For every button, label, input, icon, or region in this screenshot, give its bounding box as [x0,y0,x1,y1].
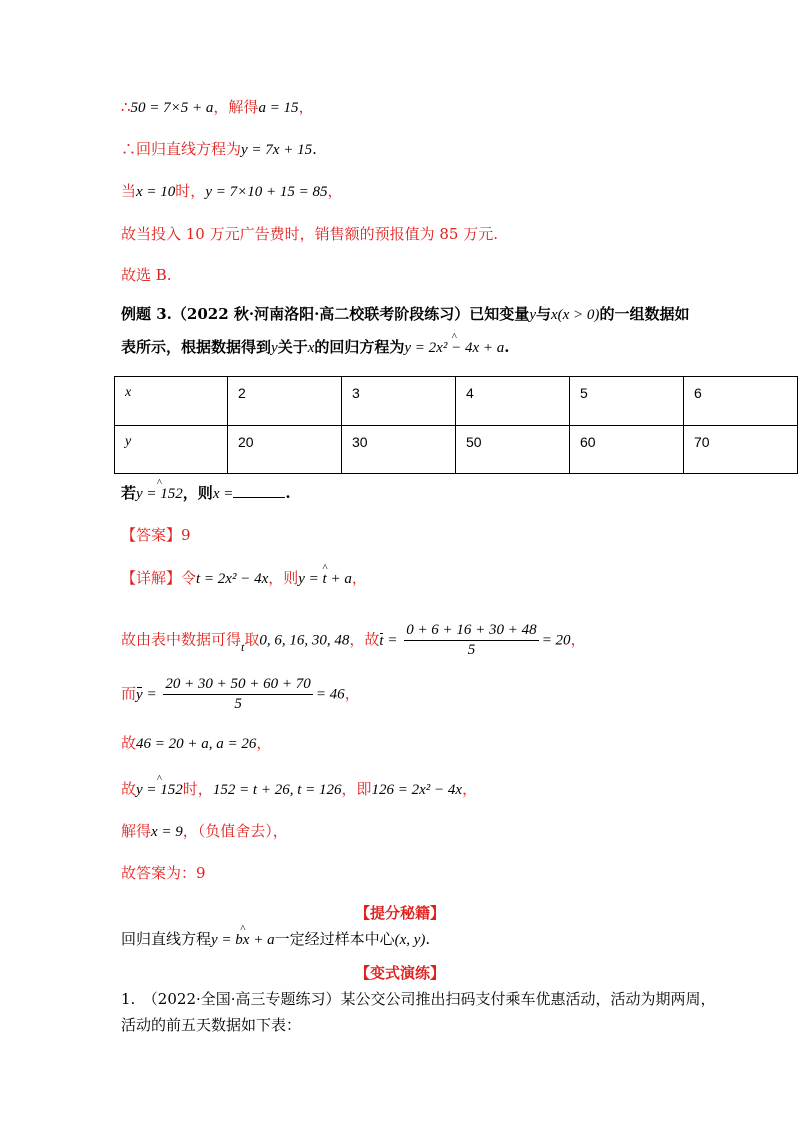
table-cell: 70 [684,425,798,474]
table-cell: 60 [570,425,684,474]
text: ， [570,630,586,649]
example-heading [121,303,689,324]
text: 故由表中数据可得 [121,630,242,649]
data-table [114,376,798,474]
table-cell: 4 [456,377,570,426]
result: = 46 [315,686,345,703]
equation: 126 = 2x² − 4x [371,782,463,798]
text: 而 [121,684,137,703]
equation: 50 = 7×5 + a [130,100,214,116]
text: ，则 [268,569,299,587]
example-line-2: 表所示，根据数据得到y关于x的回归方程为^ y = 2x² − 4x + a. [121,336,509,357]
text: . [425,930,431,948]
answer-blank [233,484,285,498]
practice-title: 【变式演练】 [354,964,445,982]
variable: y [529,307,536,323]
result: = 20 [541,632,571,649]
variable: y [271,340,278,356]
solution-line-5: 故选 B. [121,266,172,284]
therefore-symbol: ∴ [121,98,131,116]
text: 当 [121,182,137,200]
detail-line-3: 而y = $\frac{20 + 30 + 50 + 60 + 70}{5}$ = 46， [121,676,360,712]
text: ， [344,684,360,703]
text: 时， [175,182,206,200]
text: 的一组数据如 [599,305,690,323]
text: ，故 [349,630,380,649]
equation: y = 7×10 + 15 = 85 [205,184,328,200]
table-cell: 50 [456,425,570,474]
text: 与 [535,305,551,323]
table-cell: 2 [228,377,342,426]
equation: ^ y = bx + a [211,932,275,949]
denominator: 5 [234,696,242,712]
tip-title: 【提分秘籍】 [354,904,445,922]
fraction [163,676,313,713]
text: ，即 [341,780,372,798]
table-cell: 30 [342,425,456,474]
equation: t = 2x² − 4x [196,571,269,587]
text: ， [351,569,367,587]
equation: 152 = t + 26, t = 126 [212,782,342,798]
equation: 46 = 20 + a, a = 26 [136,736,257,752]
row-label: y [115,425,228,474]
text: 表所示，根据数据得到 [121,338,272,356]
sample-center: (x, y) [394,932,426,948]
question-line [121,482,291,503]
table-cell: 3 [342,377,456,426]
table-cell: 5 [570,377,684,426]
detail-line-2: 故由表中数据可得$_t$取0, 6, 16, 30, 48，故t = $\frac{0 + 6 + 16 + 30 + 48}{5}$ = 20， [121,622,586,658]
practice-item-line-2: 活动的前五天数据如下表： [121,1016,302,1034]
text: 故 [121,780,137,798]
example-label: 例题 3. [121,305,172,323]
row-label: x [115,377,228,426]
equation: ^ y = 152 [136,782,183,799]
solution-line-1 [121,96,314,117]
text: ， [298,98,314,116]
text: ，解得 [213,98,259,116]
text: 取 [244,630,260,649]
text: ， [327,182,343,200]
text: ， [462,780,478,798]
text: ， [256,734,272,752]
text: 一定经过样本中心 [274,930,395,948]
variable: t [241,639,245,654]
detail-line-1 [121,567,367,588]
denominator: 5 [467,642,476,658]
numerator: 20 + 30 + 50 + 60 + 70 [163,676,313,695]
equation: y = 7x + 15 [241,142,313,158]
equation: ^ y = 152 [136,486,183,503]
numerator: 0 + 6 + 16 + 30 + 48 [404,622,539,641]
text: 故 [121,734,137,752]
variable: x = [212,486,234,502]
detail-line-5 [121,778,477,799]
text: ∴回归直线方程为 [121,140,242,158]
example-source: （2022 秋·河南洛阳·高二校联考阶段练习）已知变量 [171,305,530,323]
regression-equation: ^ y = 2x² − 4x + a [404,340,504,357]
table-row [115,425,798,474]
text: 若 [121,484,137,502]
tip-line [121,928,430,949]
equation: x = 9 [151,824,183,840]
answer-label: 【答案】9 [121,526,191,544]
text: 时， [182,780,213,798]
fraction [404,622,539,659]
variable: x(x > 0) [551,307,600,323]
detail-line-4 [121,732,271,753]
table-row [115,377,798,426]
text: ，（负值舍去）， [182,822,288,840]
text: 关于 [277,338,308,356]
mean-y: y [136,686,143,703]
detail-line-6 [121,820,288,841]
practice-item-line-1: 1. （2022·全国·高三专题练习）某公交公司推出扫码支付乘车优惠活动，活动为期两周， [121,990,716,1008]
text: 的回归方程为 [314,338,405,356]
solution-line-4: 故当投入 10 万元广告费时，销售额的预报值为 85 万元. [121,225,499,243]
text: . [504,338,510,356]
detail-label: 【详解】令 [121,569,197,587]
values: 0, 6, 16, 30, 48 [259,632,350,649]
final-answer: 故答案为：9 [121,864,206,882]
mean-t: t [379,632,384,649]
table-cell: 20 [228,425,342,474]
text: . [312,140,317,158]
solution-line-2 [121,138,317,159]
table-cell: 6 [684,377,798,426]
solution-line-3 [121,180,342,201]
equation: a = 15 [258,100,299,116]
text: 回归直线方程 [121,930,212,948]
equation: ^ y = t + a [298,571,352,588]
text: . [285,484,291,502]
equation: x = 10 [136,184,176,200]
text: ，则 [182,484,213,502]
text: 解得 [121,822,152,840]
